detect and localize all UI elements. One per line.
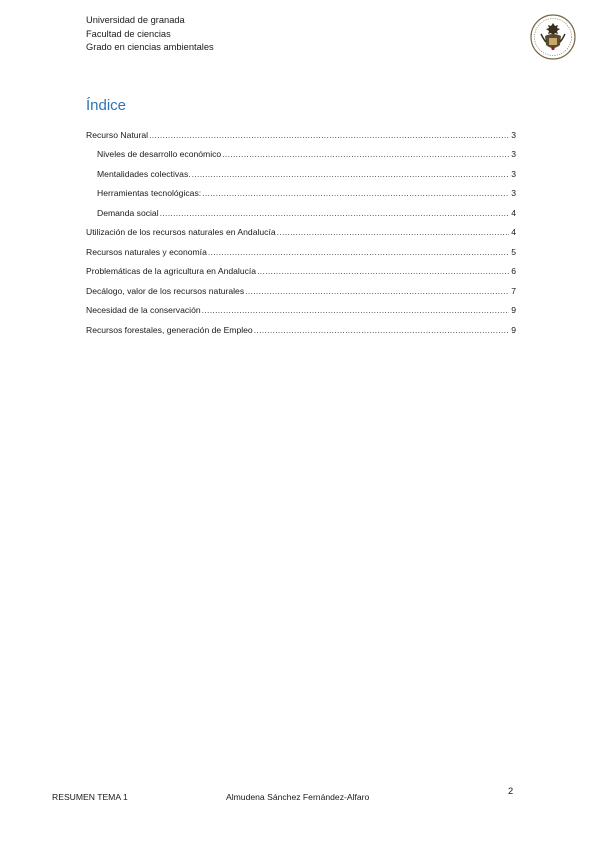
toc-entry-decalogo[interactable] <box>86 276 516 296</box>
toc-entry-page: 9 <box>511 324 516 335</box>
toc-leader-dots <box>257 266 509 276</box>
toc-entry-problematicas[interactable] <box>86 257 516 277</box>
toc-entry-page: 3 <box>511 188 516 198</box>
toc-entry-niveles-desarrollo[interactable] <box>86 140 516 160</box>
toc-entry-demanda-social[interactable] <box>86 198 516 218</box>
toc-entry-text: Necesidad de la conservación <box>86 305 201 315</box>
toc-leader-dots <box>202 188 509 198</box>
footer-document-title: RESUMEN TEMA 1 <box>52 792 128 802</box>
toc-entry-text: Herramientas tecnológicas: <box>97 188 202 198</box>
toc-entry-page: 7 <box>511 285 516 296</box>
toc-entry-page: 3 <box>511 129 516 140</box>
toc-title: Índice <box>86 97 127 114</box>
toc-entry-herramientas[interactable] <box>86 179 516 199</box>
toc-entry-necesidad[interactable] <box>86 296 516 316</box>
header-degree: Grado en ciencias ambientales <box>86 42 214 52</box>
toc-entry-utilizacion[interactable] <box>86 218 516 238</box>
toc-leader-dots <box>277 227 509 237</box>
header-faculty: Facultad de ciencias <box>86 28 171 39</box>
toc-leader-dots <box>149 130 509 140</box>
table-of-contents <box>86 120 516 335</box>
toc-leader-dots <box>192 169 509 179</box>
toc-entry-text: Problemáticas de la agricultura en Andalucía <box>86 266 257 276</box>
toc-entry-text: Recursos naturales y economía <box>86 246 207 257</box>
university-seal-icon <box>530 14 576 60</box>
toc-entry-page: 4 <box>511 207 516 218</box>
toc-entry-page: 3 <box>511 168 516 179</box>
toc-entry-page: 9 <box>511 305 516 315</box>
toc-entry-page: 6 <box>511 266 516 276</box>
toc-entry-text: Niveles de desarrollo económico <box>97 149 222 159</box>
toc-entry-recursos-forestales[interactable] <box>86 315 516 335</box>
header-university: Universidad de granada <box>86 15 185 25</box>
toc-entry-text: Recurso Natural <box>86 129 149 140</box>
toc-entry-text: Utilización de los recursos naturales en Andalucía <box>86 227 276 237</box>
footer-page-number: 2 <box>508 786 514 796</box>
toc-entry-page: 5 <box>511 246 516 257</box>
toc-leader-dots <box>208 247 509 257</box>
toc-entry-recursos-economia[interactable] <box>86 237 516 257</box>
footer-author: Almudena Sánchez Fernández-Alfaro <box>226 792 370 802</box>
document-header <box>86 14 214 55</box>
toc-entry-text: Decálogo, valor de los recursos naturales <box>86 285 245 296</box>
toc-leader-dots <box>254 325 509 335</box>
toc-entry-mentalidades[interactable] <box>86 159 516 179</box>
toc-entry-recurso-natural[interactable] <box>86 120 516 140</box>
toc-entry-page: 4 <box>511 227 516 237</box>
toc-leader-dots <box>202 305 509 315</box>
toc-entry-text: Demanda social <box>97 207 159 218</box>
toc-entry-page: 3 <box>511 149 516 159</box>
toc-entry-text: Recursos forestales, generación de Empleo <box>86 324 253 335</box>
toc-leader-dots <box>160 208 509 218</box>
toc-leader-dots <box>245 286 509 296</box>
toc-leader-dots <box>222 149 509 159</box>
toc-entry-text: Mentalidades colectivas. <box>97 168 191 179</box>
